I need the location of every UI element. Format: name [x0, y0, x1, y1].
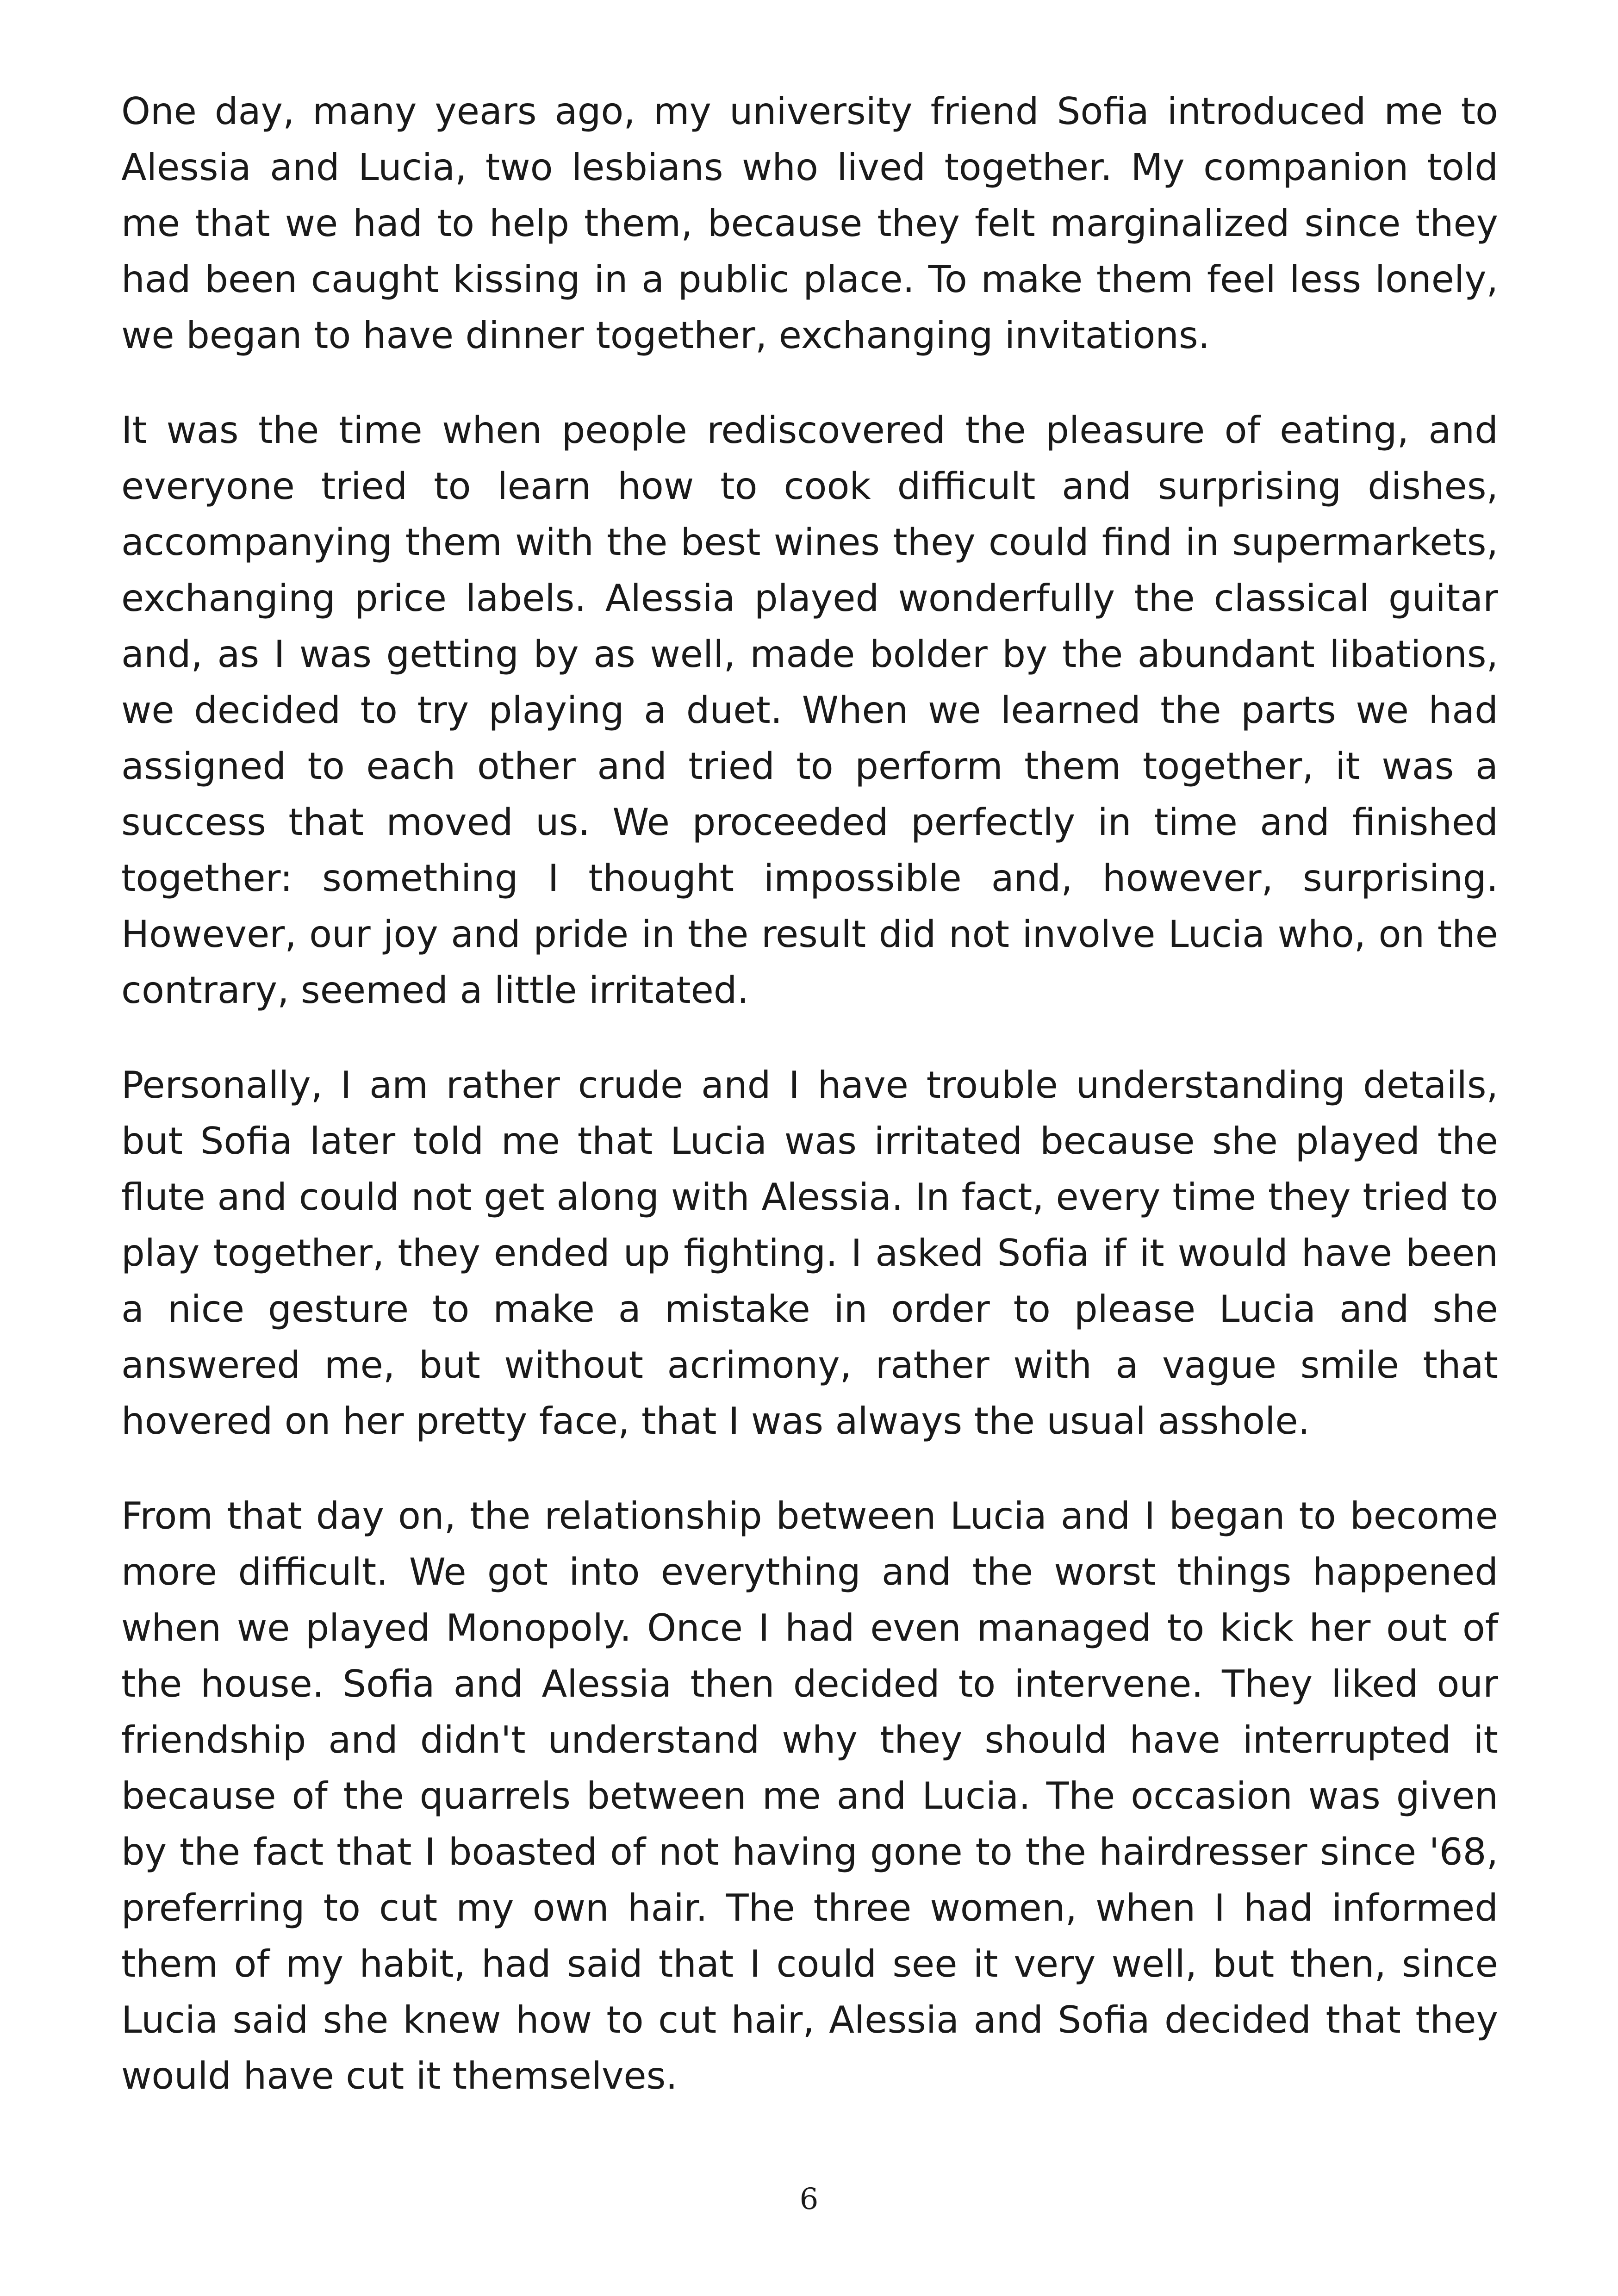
- paragraph-3: Personally, I am rather crude and I have trouble understanding details, but Sofia later told me that Lucia was irritated because she played the flute and could not get along with Alessia. In fact, every time they tried to play together, they ended up fighting. I asked Sofia if it would have been a nice gesture to make a mistake in order to please Lucia and she answered me, but without acrimony, rather with a vague smile that hovered on her pretty face, that I was always the usual asshole.: [121, 1064, 1498, 1443]
- paragraph-2: It was the time when people rediscovered the pleasure of eating, and everyone tried to learn how to cook difficult and surprising dishes, accompanying them with the best wines they could find in supermarkets, exchanging price labels. Alessia played wonderfully the classical guitar and, as I was getting by as well, made bolder by the abundant libations, we decided to try playing a duet. When we learned the parts we had assigned to each other and tried to perform them together, it was a success that moved us. We proceeded perfectly in time and finished together: something I thought impossible and, however, surprising. However, our joy and pride in the result did not involve Lucia who, on the contrary, seemed a little irritated.: [121, 409, 1498, 1012]
- body-text: [121, 83, 1498, 2104]
- paragraph-4: From that day on, the relationship between Lucia and I began to become more difficult. We got into everything and the worst things happened when we played Monopoly. Once I had even managed to kick her out of the house. Sofia and Alessia then decided to intervene. They liked our friendship and didn't understand why they should have interrupted it because of the quarrels between me and Lucia. The occasion was given by the fact that I boasted of not having gone to the hairdresser since '68, preferring to cut my own hair. The three women, when I had informed them of my habit, had said that I could see it very well, but then, since Lucia said she knew how to cut hair, Alessia and Sofia decided that they would have cut it themselves.: [121, 1494, 1498, 2097]
- page-number: 6: [799, 2182, 819, 2216]
- paragraph-1: One day, many years ago, my university friend Sofia introduced me to Alessia and Lucia, two lesbians who lived together. My companion told me that we had to help them, because they felt marginalized since they had been caught kissing in a public place. To make them feel less lonely, we began to have dinner together, exchanging invitations.: [121, 90, 1498, 357]
